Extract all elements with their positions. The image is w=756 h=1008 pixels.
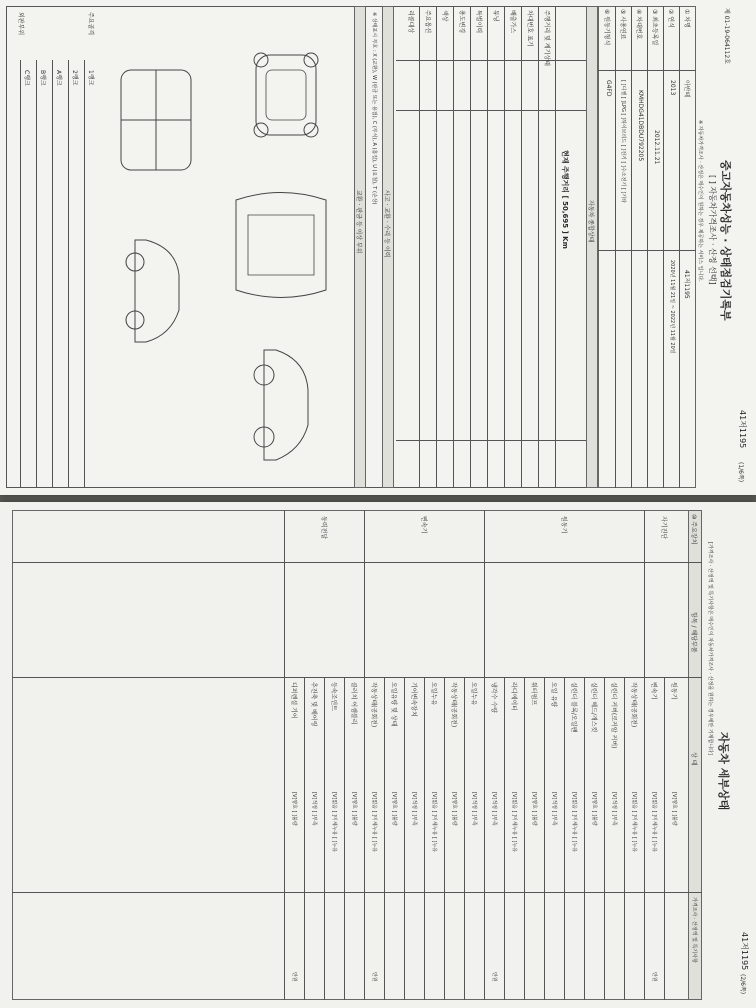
detail-item-status: [V]없음 [ ]미세누유 [ ]누유 [431,792,437,853]
state-row-divider [555,6,556,488]
detail-row-divider [304,677,305,1000]
detail-item-label: 작동상태(공회전) [370,682,377,728]
section-parts-title: 교환 · 판금 등 이상 부위 [355,190,362,254]
state-row-label: 리콜대상 [407,10,414,34]
detail-item-label: 변속기 [650,682,657,700]
car-diagram-frame [111,60,201,180]
detail-item-label: 실린더 블록/오일팬 [570,682,577,733]
info-value-engine: G4FD [605,80,612,97]
info-label-year: ② 연식 [667,9,674,28]
inspection-record-page-2 [0,502,756,1008]
detail-row-divider [584,677,585,1000]
detail-row-divider [424,677,425,1000]
page-number: (1/6쪽) [737,462,744,483]
state-row-label: 특별이력 [475,10,482,34]
detail-row-divider [404,677,405,1000]
detail-item-status: [V]적정 [ ]부족 [411,792,417,826]
info-value-year: 2013 [669,80,676,96]
detail-item-label: 오일유량 및 상태 [390,682,397,727]
detail-group-divider [644,510,645,1000]
vehicle-number: 41저1195 [738,410,747,449]
price-unit-label: 만원 [371,972,377,982]
page-subtitle: [ ] 자동차가격조사 · 산정 선택] [708,175,717,285]
info-label-fuel: ⑤ 사용연료 [619,9,626,40]
detail-row-divider [564,677,565,1000]
frame-row-divider [36,60,37,488]
frame-row-divider [84,60,85,488]
status-legend: ※ 상태표시 부호 : X (교환), W (판금 또는 용접), C (부식), A (흠집), U (요철), T (손상) [371,12,377,205]
detail-subtitle: [가격조사 · 산정액 및 특기사항은 매수인이 자동차가격조사 · 산정을 원하는 경우에만 기재합니다] [707,542,713,755]
price-unit-label: 만원 [291,972,297,982]
detail-row-divider [544,677,545,1000]
detail-item-label: 냉각수 수량 [490,682,497,713]
detail-row-divider [524,677,525,1000]
detail-item-label: 오일누유 [470,682,477,706]
detail-item-status: [V]없음 [ ]미세누유 [ ]누유 [331,792,337,853]
detail-item-label: 워터펌프 [530,682,537,706]
detail-item-status: [V]양호 [ ]불량 [671,792,677,826]
detail-row-divider [324,677,325,1000]
inspection-validity: 2020년 11월 21일 ~ 2022년 11월 20일 [669,260,675,354]
col-head-status: 상 태 [690,752,697,766]
vehicle-number-2: 41저1195 [740,932,749,971]
doc-code: 제 01-19-064112호 [723,8,730,65]
detail-row-divider [624,677,625,1000]
info-value-fuel: [ ]디젤 [ ]LPG [ ]하이브리드 [ ]전기 [ ]수소전기 [ ]기타 [620,80,626,204]
frame-row-divider [68,60,69,488]
col-head-unit: ⑩ 주요장치 [690,514,697,545]
state-row-divider [538,6,539,488]
info-value-first-reg: 2012.11.21 [653,130,660,165]
detail-title: 자동차 세부상태 [717,732,730,811]
car-diagram-rear [111,230,201,350]
car-diagram-side [236,340,336,470]
detail-item-label: 원동기 [670,682,677,700]
detail-item-status: [V]양호 [ ]불량 [351,792,357,826]
detail-item-label: 작동상태(공회전) [630,682,637,728]
detail-item-status: [V]적정 [ ]부족 [611,792,617,826]
detail-item-status: [V]없음 [ ]미세누유 [ ]누유 [371,792,377,853]
detail-item-status: [V]양호 [ ]불량 [531,792,537,826]
detail-row-divider [444,677,445,1000]
outer-label: 외판부위 [17,12,24,36]
frame-rank-label: B랭크 [39,70,46,86]
state-row-divider [504,6,505,488]
detail-item-label: 작동상태(공회전) [450,682,457,728]
state-row-label: 튜닝 [492,10,499,22]
detail-item-status: [V]양호 [ ]불량 [451,792,457,826]
detail-row-divider [384,677,385,1000]
frame-row-divider [20,60,21,488]
detail-item-status: [V]적정 [ ]부족 [471,792,477,826]
detail-group-label: 원동기 [560,516,567,534]
info-label-first-reg: ③ 최초등록일 [651,9,658,46]
state-row-divider [436,6,437,488]
section-total-title: 자동차 종합상태 [587,200,594,243]
detail-item-label: 라디에이터 [510,682,517,711]
detail-item-label: 실린더 커버(로커암 커버) [610,682,617,749]
detail-item-label: 클러치 어셈블리 [350,682,357,725]
section-damage-title: 사고 · 교환 · 수리 등 이력 [383,190,390,258]
notice-text: ※ 자동차가격조사 · 산정은 매수인이 원하는 경우 제공하는 서비스 입니다. [697,120,703,282]
frame-rank-label: C랭크 [23,70,30,86]
state-row-label: 차대번호 표기 [526,10,533,47]
info-label-vin: ④ 차대번호 [635,9,642,40]
detail-group-label: 동력전달 [320,516,327,540]
detail-item-label: 디퍼렌셜 기어 [290,682,297,719]
detail-item-label: 실린더 헤드/개스킷 [590,682,597,733]
info-value-model: 아반떼 [683,80,690,98]
detail-item-label: 기어변속장치 [410,682,417,717]
state-row-divider [521,6,522,488]
detail-item-status: [V]없음 [ ]미세누유 [ ]누유 [651,792,657,853]
detail-row-divider [464,677,465,1000]
detail-item-status: [V]적정 [ ]부족 [551,792,557,826]
state-row-label: 용도변경 [458,10,465,34]
price-unit-label: 만원 [651,972,657,982]
car-diagram-front [236,40,336,150]
state-row-label: 배출가스 [509,10,516,34]
state-row-divider [487,6,488,488]
detail-item-status: [V]적정 [ ]부족 [311,792,317,826]
detail-group-label: 변속기 [420,516,427,534]
section-total-state [586,6,598,488]
detail-row-divider [604,677,605,1000]
state-row-divider [470,6,471,488]
detail-group-divider [364,510,365,1000]
detail-group-divider [484,510,485,1000]
info-value-vin: KMHDG41DBDU792205 [637,90,644,162]
page-number-2: (2/6쪽) [739,974,746,995]
state-row-label: 주요옵션 [424,10,431,34]
reg-number: 41저1195 [683,270,690,299]
frame-rank-label: 1랭크 [87,70,94,86]
detail-item-status: [V]양호 [ ]불량 [591,792,597,826]
detail-group-label: 자기진단 [660,516,667,540]
mileage-value: 현재 주행거리 [ 50,695 ] Km [561,150,569,249]
detail-item-status: [V]양호 [ ]불량 [391,792,397,826]
detail-item-label: 추진축 및 베어링 [310,682,317,727]
inspection-record-page-1 [0,0,756,495]
detail-table [12,510,702,1000]
frame-rank-label: 2랭크 [71,70,78,86]
info-label-engine: ⑥ 원동기형식 [603,9,610,46]
detail-row-divider [504,677,505,1000]
price-unit-label: 만원 [491,972,497,982]
info-label-model: ① 차명 [683,9,690,28]
detail-item-label: 오일 유량 [550,682,557,708]
car-diagram-top [226,180,336,310]
detail-row-divider [664,677,665,1000]
detail-row-divider [344,677,345,1000]
detail-item-status: [V]양호 [ ]불량 [291,792,297,826]
detail-item-label: 오일누유 [430,682,437,706]
detail-item-status: [V]없음 [ ]미세누유 [ ]누유 [571,792,577,853]
frame-row-divider [52,60,53,488]
state-row-divider [453,6,454,488]
state-row-label: 색상 [441,10,448,22]
state-row-divider [419,6,420,488]
page-title: 중고자동차성능 · 상태점검기록부 [719,160,732,321]
detail-group-divider [284,510,285,1000]
state-row-label: 주행거리 및 계기상태 [543,10,550,66]
detail-item-status: [V]적정 [ ]부족 [491,792,497,826]
col-head-price: 가격조사 · 산정액 및 특기사항 [691,897,697,963]
detail-item-status: [V]없음 [ ]미세누유 [ ]누유 [511,792,517,853]
frame-rank-label: A랭크 [55,70,62,86]
col-head-item: 항목 / 해당부품 [690,612,697,653]
frame-label: 주요골격 [87,12,94,36]
detail-item-status: [V]없음 [ ]미세누유 [ ]누유 [631,792,637,853]
detail-item-label: 등속조인트 [330,682,337,711]
